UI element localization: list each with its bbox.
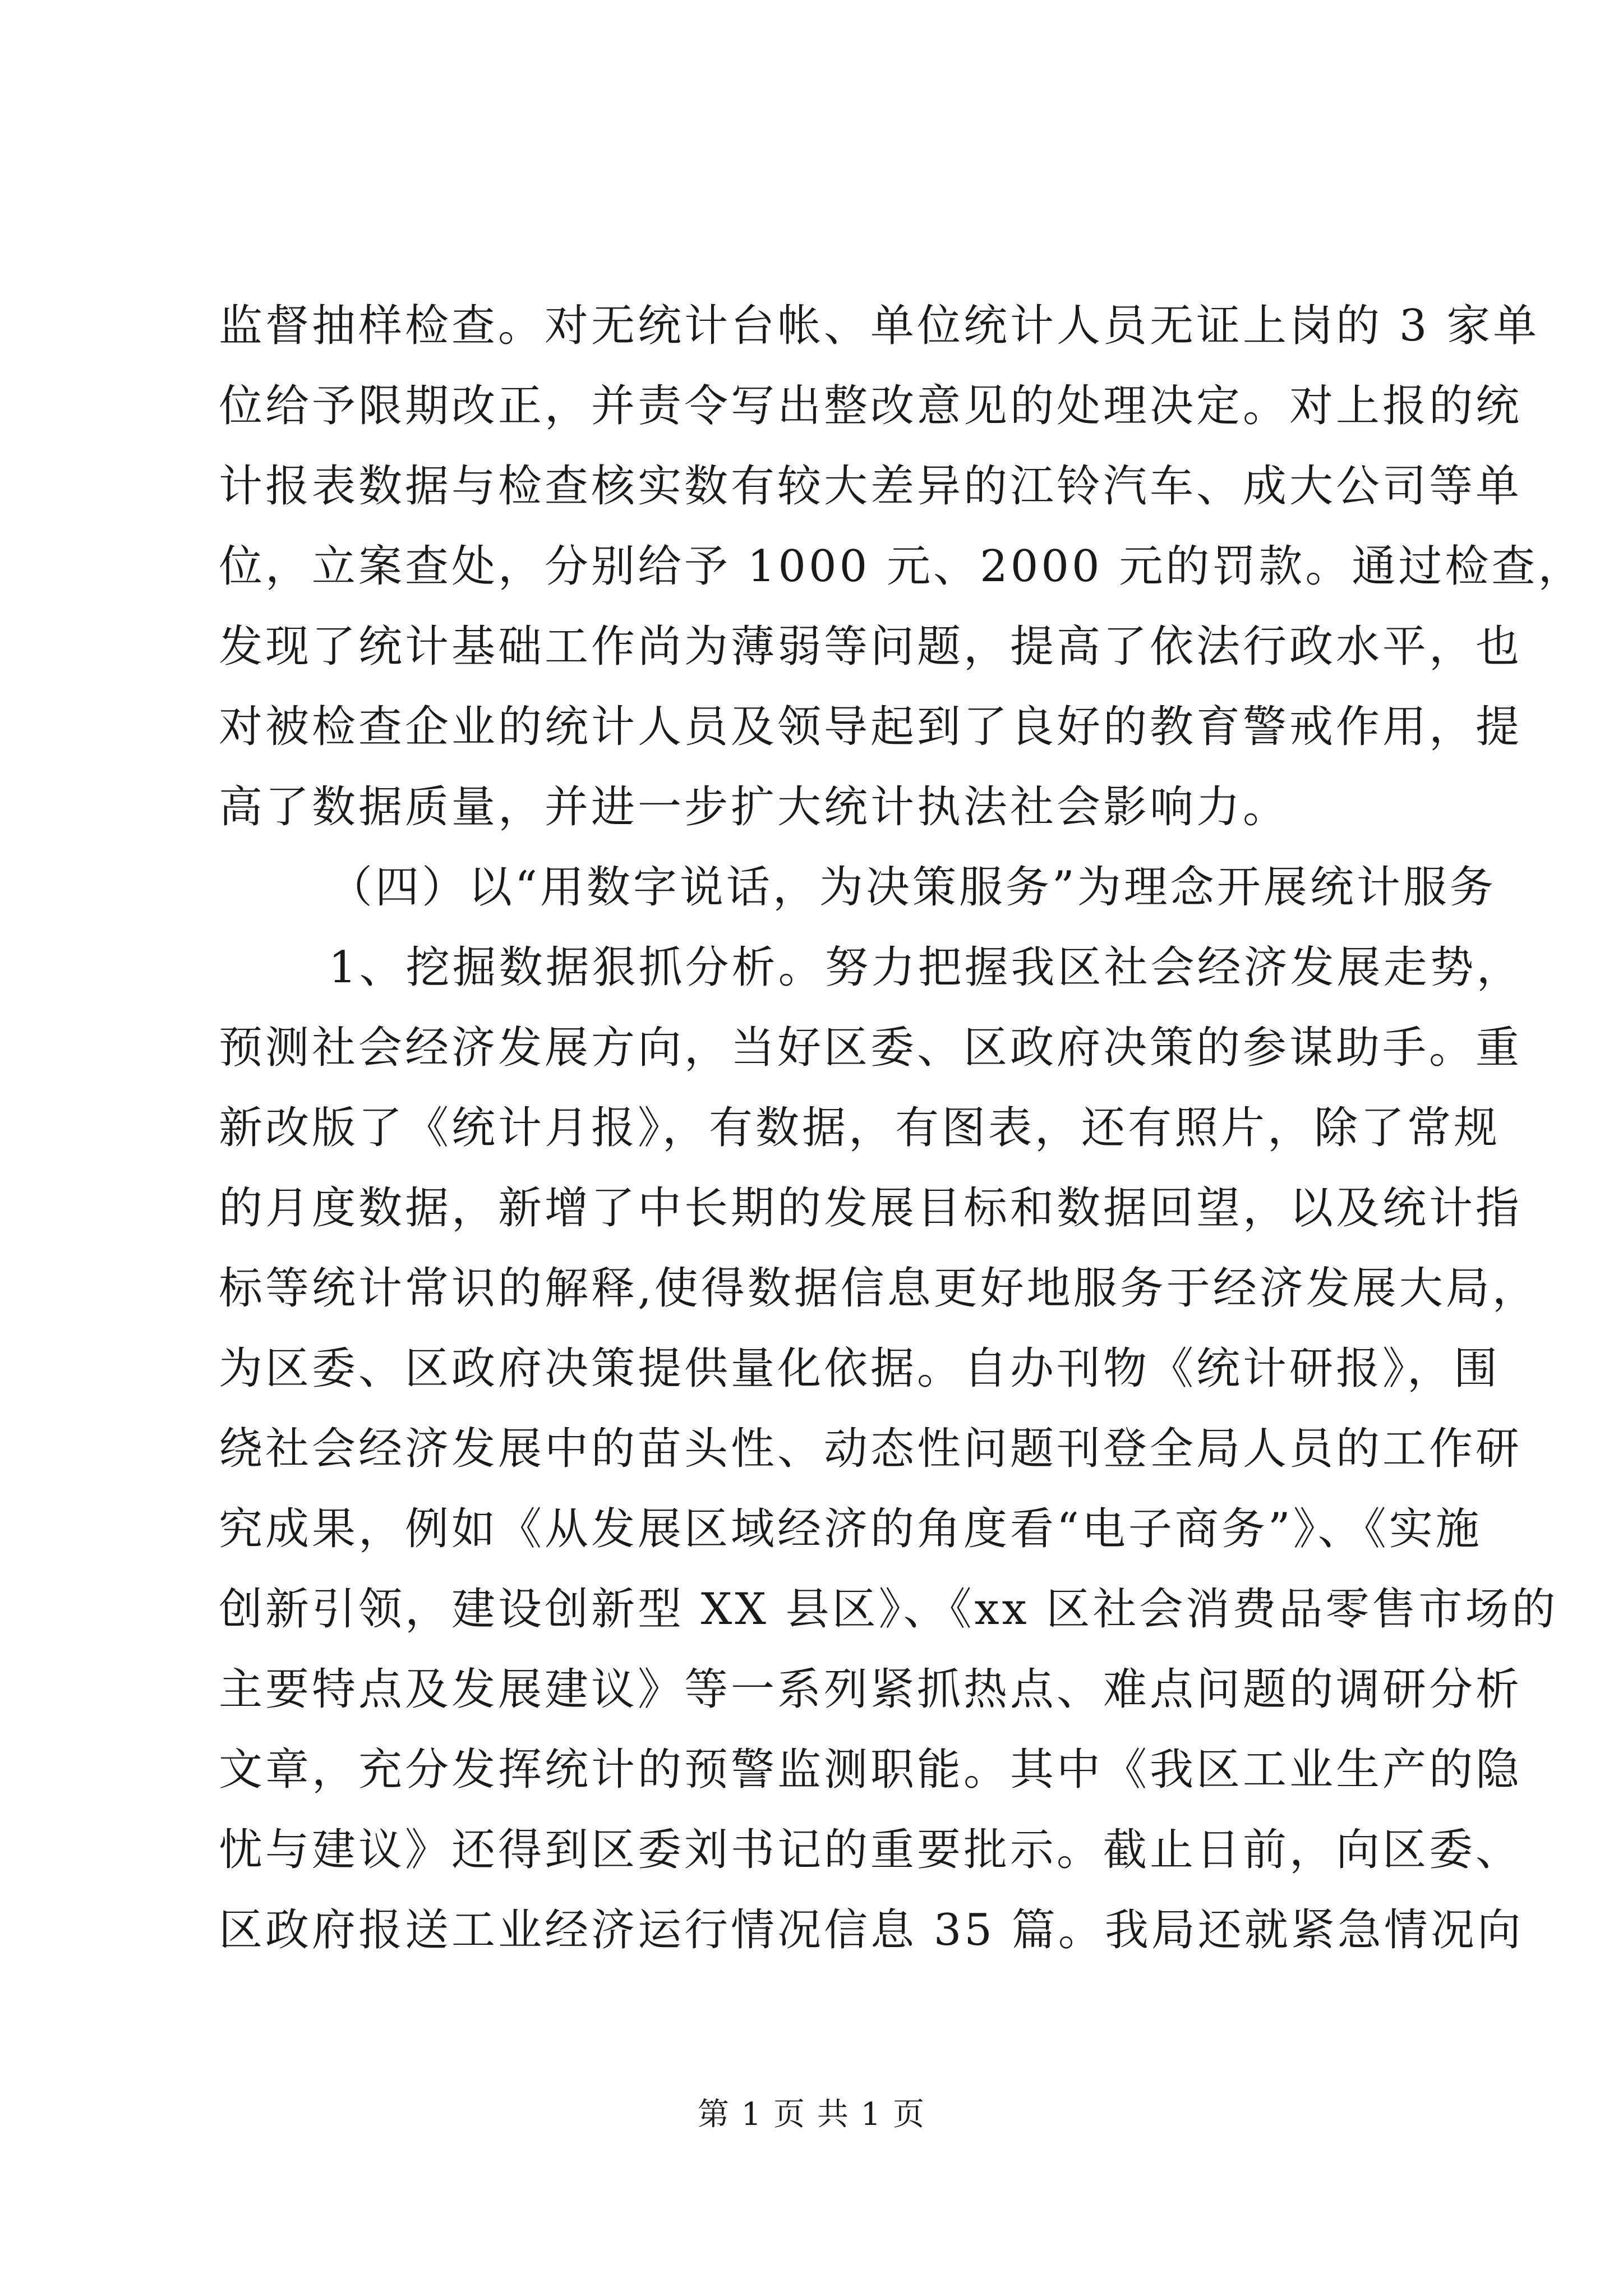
page-footer: 第 1 页 共 1 页	[697, 2096, 926, 2133]
text-line: 究成果，例如《从发展区域经济的角度看“电子商务”》、《实施	[219, 1504, 1482, 1554]
text-line: 位给予限期改正，并责令写出整改意见的处理决定。对上报的统	[219, 381, 1523, 431]
text-line: 主要特点及发展建议》等一系列紧抓热点、难点问题的调研分析	[219, 1664, 1523, 1715]
text-line: 高了数据质量，并进一步扩大统计执法社会影响力。	[219, 782, 1290, 832]
text-line: 绕社会经济发展中的苗头性、动态性问题刊登全局人员的工作研	[219, 1424, 1523, 1474]
document-body	[219, 286, 1585, 1971]
text-line: 监督抽样检查。对无统计台帐、单位统计人员无证上岗的 3 家单	[219, 301, 1540, 351]
text-line: 文章，充分发挥统计的预警监测职能。其中《我区工业生产的隐	[219, 1745, 1523, 1795]
text-line: 计报表数据与检查核实数有较大差异的江铃汽车、成大公司等单	[219, 461, 1523, 512]
text-line: 预测社会经济发展方向，当好区委、区政府决策的参谋助手。重	[219, 1023, 1523, 1073]
text-line: 忧与建议》还得到区委刘书记的重要批示。截止日前，向区委、	[219, 1825, 1523, 1875]
text-line: 新改版了《统计月报》，有数据，有图表，还有照片，除了常规	[219, 1103, 1501, 1153]
text-line: （四）以“用数字说话，为决策服务”为理念开展统计服务	[329, 862, 1496, 913]
text-line: 对被检查企业的统计人员及领导起到了良好的教育警戒作用，提	[219, 702, 1523, 752]
text-line: 为区委、区政府决策提供量化依据。自办刊物《统计研报》，围	[219, 1343, 1501, 1394]
text-line: 的月度数据，新增了中长期的发展目标和数据回望，以及统计指	[219, 1183, 1523, 1234]
text-line: 标等统计常识的解释,使得数据信息更好地服务于经济发展大局，	[219, 1263, 1539, 1314]
text-line: 创新引领，建设创新型 XX 县区》、《xx 区社会消费品零售市场的	[219, 1584, 1559, 1635]
text-line: 发现了统计基础工作尚为薄弱等问题，提高了依法行政水平，也	[219, 622, 1523, 672]
text-line: 区政府报送工业经济运行情况信息 35 篇。我局还就紧急情况向	[219, 1905, 1524, 1955]
text-line: 1、挖掘数据狠抓分析。努力把握我区社会经济发展走势，	[329, 942, 1523, 993]
text-line: 位，立案查处，分别给予 1000 元、2000 元的罚款。通过检查，	[219, 541, 1585, 592]
